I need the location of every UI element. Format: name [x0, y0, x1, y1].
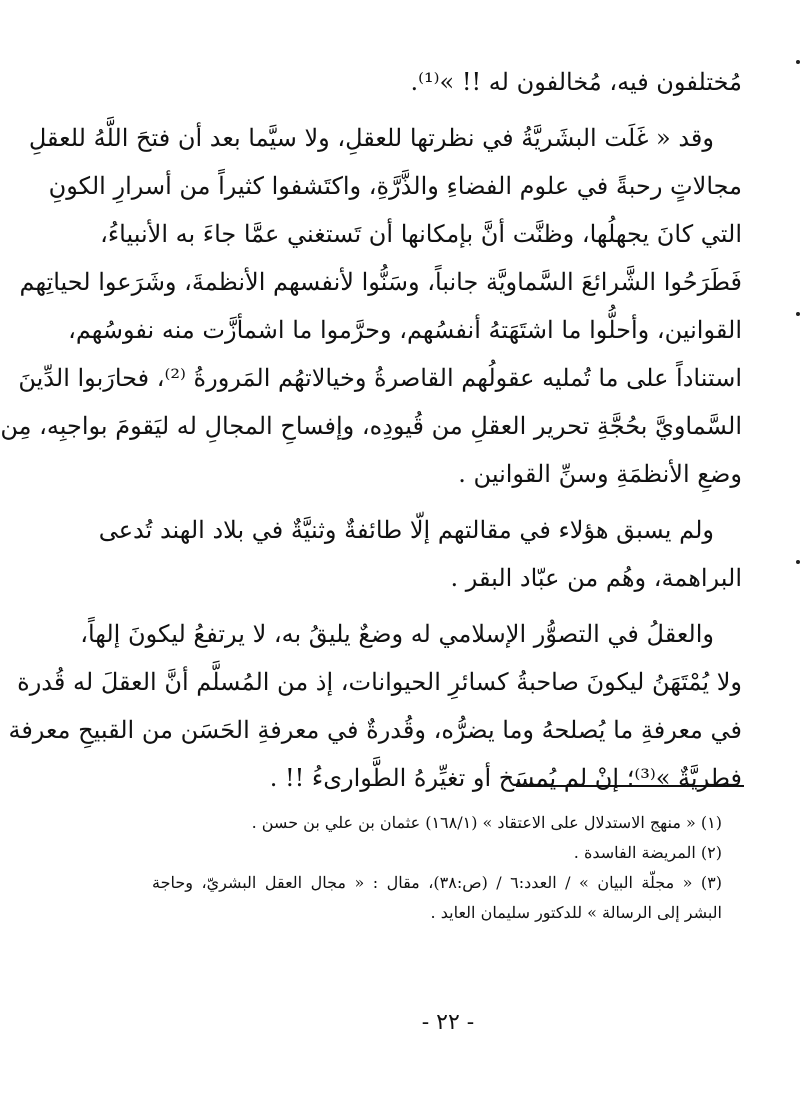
page-number: - ٢٢ -	[421, 1010, 475, 1035]
footnotes	[152, 808, 722, 928]
footnote-1: (١) « منهج الاستدلال على الاعتقاد » (١٦٨/١) عثمان بن علي بن حسن .	[251, 813, 722, 832]
scan-speck	[796, 60, 800, 64]
text-line: التي كانَ يجهلُها، وظنَّت أنَّ بإمكانها أن تَستغني عمَّا جاءَ به الأنبياءُ،	[100, 220, 742, 248]
scan-speck	[796, 312, 800, 316]
scan-speck	[796, 560, 800, 564]
footnote-3: (٣) « مجلّة البيان » / العدد:٦ / (ص:٣٨)، مقال : « مجال العقل البشريّ، وحاجة	[152, 873, 722, 892]
text-line: السَّماويَّ بحُجَّةِ تحرير العقلِ من قُيودِه، وإفساحِ المجالِ له ليَقومَ بواجبِه، مِن	[0, 412, 742, 440]
footnote-3-continued: البشر إلى الرسالة » للدكتور سليمان العايد .	[430, 903, 722, 922]
text-line: ولا يُمْتَهَنُ ليكونَ صاحبةُ كسائرِ الحيوانات، إذ من المُسلَّم أنَّ العقلَ له قُدرة	[17, 668, 742, 696]
text-line: البراهمة، وهُم من عبّاد البقر .	[450, 564, 742, 592]
text-line: والعقلُ في التصوُّر الإسلامي له وضعٌ يليقُ به، لا يرتفعُ ليكونَ إلهاً،	[80, 620, 714, 648]
text-line: مجالاتٍ رحبةً في علوم الفضاءِ والذَّرَّةِ، واكتَشفوا كثيراً من أسرارِ الكونِ	[48, 172, 742, 200]
text-line: وضعِ الأنظمَةِ وسنِّ القوانين .	[458, 460, 742, 488]
text-line: وقد « غَلَت البشَريَّةُ في نظرتها للعقلِ، ولا سيَّما بعد أن فتحَ اللَّهُ للعقلِ	[28, 124, 714, 152]
text-line: ولم يسبق هؤلاء في مقالتهم إلّا طائفةٌ وثنيَّةٌ في بلاد الهند تُدعى	[98, 516, 714, 544]
text-line: فَطَرَحُوا الشَّرائعَ السَّماويَّة جانباً، وسَنُّوا لأنفسهم الأنظمةَ، وشَرَعوا لحياتِهم	[19, 268, 742, 296]
main-text	[0, 58, 742, 802]
footnote-2: (٢) المريضة الفاسدة .	[573, 843, 722, 862]
text-line: مُختلفون فيه، مُخالفون له !! »⁽¹⁾.	[410, 68, 742, 96]
text-line: فطريَّةٌ »⁽³⁾؛ إنْ لم يُمسَخ أو تغيِّرهُ الطَّوارىءُ !! .	[269, 764, 742, 792]
text-line: القوانين، وأحلُّوا ما اشتَهَتهُ أنفسُهم، وحرَّموا ما اشمأزَّت منه نفوسُهم،	[68, 316, 742, 344]
text-line: استناداً على ما تُمليه عقولُهم القاصرةُ وخيالاتهُم المَرورةُ ⁽²⁾، فحارَبوا الدِّينَ	[18, 364, 742, 392]
text-line: في معرفةِ ما يُصلحهُ وما يضرُّه، وقُدرةٌ في معرفةِ الحَسَن من القبيحِ معرفة	[8, 716, 742, 744]
footnote-divider	[516, 785, 744, 787]
